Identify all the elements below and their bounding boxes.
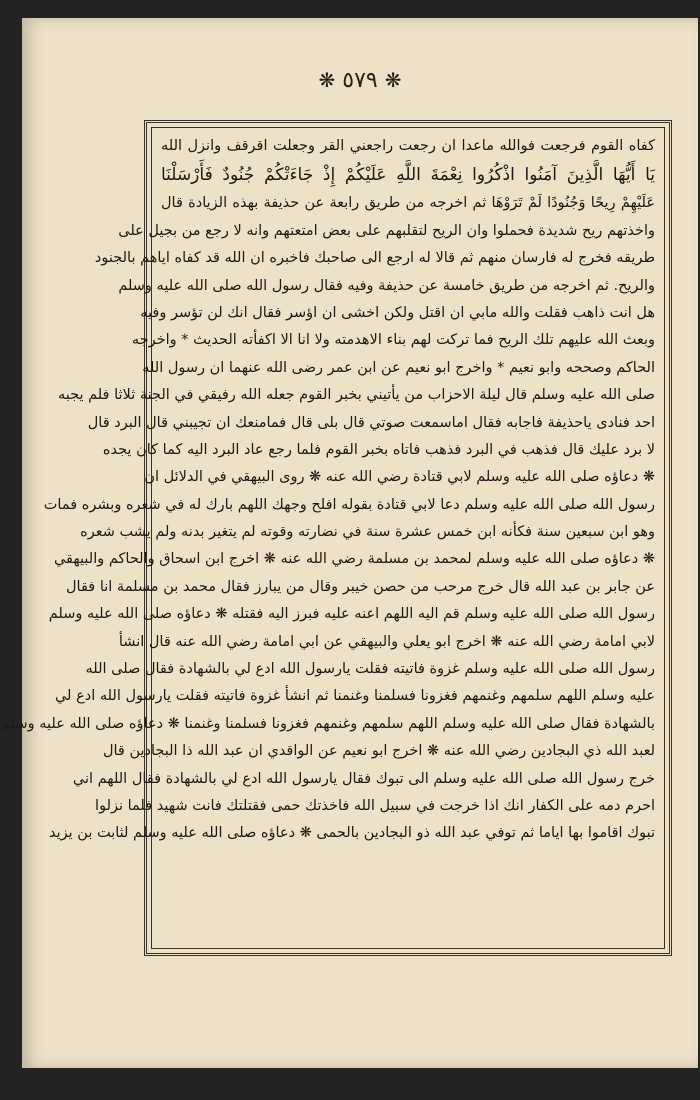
text-line: لعبد الله ذي البجادين رضي الله عنه ❋ اخرج ابو نعيم عن الواقدي ان عبد الله ذا البجادين قال [102,743,655,760]
section-heading-line: تبوك اقاموا بها اياما ثم توفي عبد الله ذو البجادين بالحمى ❋ دعاؤه صلى الله عليه وسلم لثابت بن يزيد [48,825,655,842]
page-header [22,68,698,93]
text-line: عَلَيْهِمْ رِيحًا وَجُنُودًا لَمْ تَرَوْهَا ثم اخرجه من طريق رابعة عن حذيفة بهذه الزيادة قال [161,195,655,212]
text-line: صلى الله عليه وسلم قال ليلة الاحزاب من يأتيني بخبر القوم جعله الله رفيقي في الجنة ثلاثا فلم يجبه [57,387,655,404]
text-line: وبعث الله عليهم تلك الريح فما تركت لهم بناء الاهدمته ولا انا الا اكفأته الحديث * واخرجه [131,332,655,349]
section-heading-line: بالشهادة فقال صلى الله عليه وسلم اللهم سلمهم وغنمهم فغزونا فسلمنا وغنمنا ❋ دعاؤه صلى الله عليه وسلم [1,715,655,732]
text-line: رسول الله صلى الله عليه وسلم دعا لابي قتادة بقوله افلح وجهك اللهم بارك له في شعره وبشره فمات [43,496,655,513]
text-line: وهو ابن سبعين سنة فكأنه ابن خمس عشرة سنة في نضارته وقوته لم يتغير بدنه ولم يشب شعره [80,524,655,541]
text-line: الحاكم وصححه وابو نعيم * واخرج ابو نعيم عن ابن عمر رضى الله عنهما ان رسول الله [142,359,655,376]
text-line: واخذتهم ريح شديدة فحملوا وان الريح لتقلبهم على بعض امتعتهم وانه لا رجع من بجيل على [118,222,655,239]
ornament-right-icon: ❋ [384,68,402,92]
text-line: عن جابر بن عبد الله قال خرج مرحب من حصن خيبر وقال من يبارز فقال محمد بن مسلمة انا فقال [66,578,655,595]
page-number: ٥٧٩ [342,68,378,93]
text-frame [1,120,672,956]
text-line: هل انت ذاهب فقلت والله مابي ان اقتل ولكن اخشى ان اؤسر فقال انك لن تؤسر وفيه [140,304,655,321]
section-heading-line: رسول الله صلى الله عليه وسلم قم اليه اللهم اعنه عليه فبرز اليه فقتله ❋ دعاؤه صلى الله عليه وسلم [48,606,655,623]
text-line: لا برد عليك قال فذهب في البرد فذهب فاتاه بخبر القوم فلما رجع عاد البرد اليه كما كان يجده [102,441,655,458]
text-line: طريقه فخرج له فارسان منهم ثم قالا له ارجع الى صاحبك فاخبره ان الله قد كفاه اياهم بالجنود [94,250,655,267]
text-line: احرم دمه على الكفار انك اذا خرجت في سبيل الله فاخذتك حمى فقتلتك فانت شهيد فلما نزلوا [95,797,655,814]
ornament-left-icon: ❋ [318,68,336,92]
book-page [1,18,698,1068]
text-line: رسول الله صلى الله عليه وسلم غزوة فاتيته فقلت يارسول الله ادع لي بالشهادة فقال صلى الله [85,661,655,678]
quran-verse-line: يَا أَيُّهَا الَّذِينَ آمَنُوا اذْكُرُوا نِعْمَةَ اللَّهِ عَلَيْكُمْ إِذْ جَاءَتْكُمْ جُنُودٌ فَأَرْسَلْنَا [161,165,655,186]
text-line: والريح. ثم اخرجه من طريق خامسة عن حذيفة وفيه فقال رسول الله صلى الله عليه وسلم [118,277,655,294]
text-line: احد فنادى ياحذيفة فاجابه فقال اماسمعت صوتي قال بلى قال فمامنعك ان تجيبني قال البرد قال [87,414,655,431]
text-body [1,133,655,945]
text-line: لابي امامة رضي الله عنه ❋ اخرج ابو يعلي والبيهقي عن ابي امامة رضي الله عنه قال انشأ [118,633,655,650]
section-heading-line: ❋ دعاؤه صلى الله عليه وسلم لمحمد بن مسلمة رضي الله عنه ❋ اخرج ابن اسحاق والحاكم والبيهقي [53,551,655,568]
text-line: خرج رسول الله صلى الله عليه وسلم الى تبوك فقال يارسول الله ادع لي بالشهادة فقال اللهم اني [72,770,655,787]
text-line: عليه وسلم اللهم سلمهم وغنمهم فغزونا فسلمنا وغنمنا ثم انشأ غزوة فاتيته فقلت يارسول الله ادع لي [54,688,655,705]
text-line: كفاه القوم فرجعت فوالله ماعدا ان رجعت راجعني القر وجعلت اقرقف وانزل الله [161,138,655,154]
section-heading-line: ❋ دعاؤه صلى الله عليه وسلم لابي قتادة رضي الله عنه ❋ روى البيهقي في الدلائل ان [144,469,655,486]
